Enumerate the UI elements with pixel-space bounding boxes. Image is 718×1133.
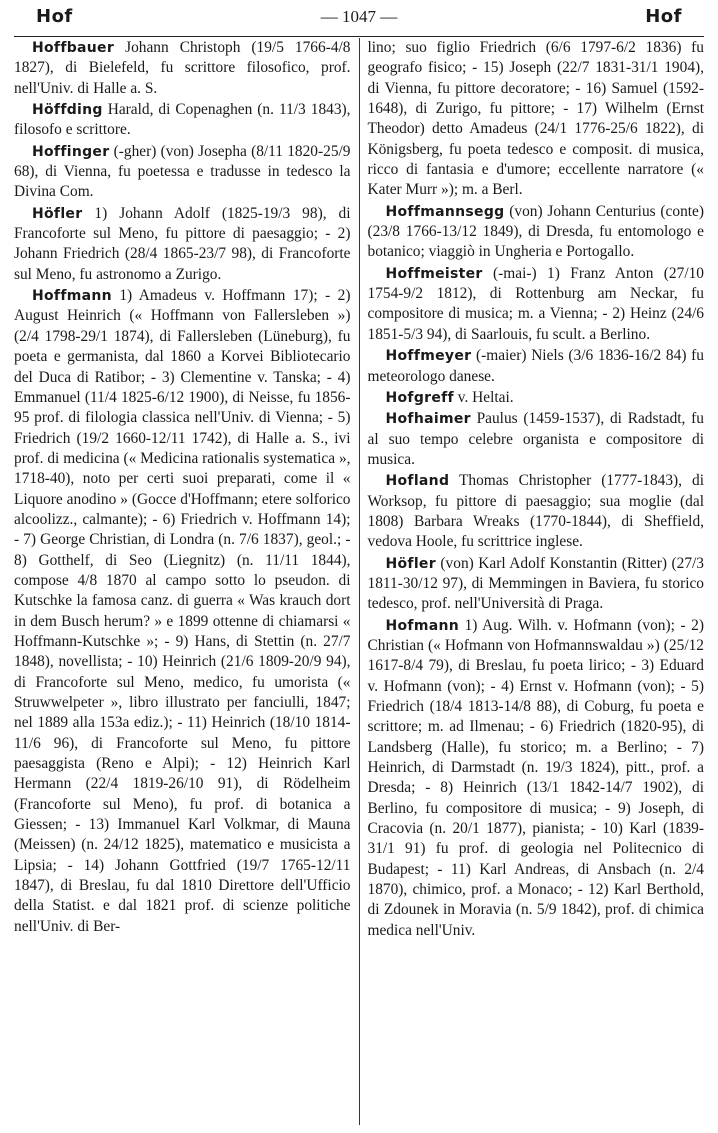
- entry-hofgreff: [368, 388, 705, 408]
- entry-hoffmeyer: [368, 346, 705, 387]
- page-header: [14, 6, 704, 37]
- entry-text: 1) Amadeus v. Hoffmann 17); - 2) August Heinrich (« Hoffmann von Fallersleben ») (2/4 1798-29/1 1874), di Fallersleben (Lüneburg), fu poeta e germanista, dal 1860 a Korvei Bibliotecario del Duca di Ratibor; - 3) Clementine v. Tanska; - 4) Emmanuel (11/4 1825-6/12 1900), di Neisse, fu 1856-95 prof. di filologia classica nell'Univ. di Vienna; - 5) Friedrich (19/2 1660-12/11 1742), di Halle a. S., ivi prof. di medicina (« Medicina rationalis systematica », 1718-40), noto per certi suoi preparati, come il « Liquore anodino » (Gocce d'Hoffmann; etere solforico alcoolizz., calmante); - 6) Friedrich v. Hoffmann 14); - 7) George Christian, di Londra (n. 7/6 1837), geol.; - 8) Gotthelf, di Seo (Liegnitz) (n. 11/11 1844), compose 4/8 1870 al campo sotto lo pseudon. di Kutschke la famosa canz. di guerra « Was krauch dort in dem Busch herum? » e 1899 ottenne di chiamarsi « Hoffmann-Kutschke »; - 9) Hans, di Stettin (n. 27/7 1848), novellista; - 10) Heinrich (21/6 1809-20/9 94), di Francoforte sul Meno, medico, fu umorista (« Struwwelpeter », libro illustrato per fanciulli, 1847; nel 1889 alla 153a ediz.); - 11) Heinrich (18/10 1814-11/6 96), di Francoforte sul Meno, fu pittore paesaggista (Reno e Alpi); - 12) Heinrich Karl Hermann (22/4 1819-26/10 91), di Rödelheim (Francoforte sul Meno), fu prof. di botanica a Giessen; - 13) Immanuel Karl Volkmar, di Mauna (Meissen) (n. 24/12 1825), matematico e musicista a Lipsia; - 14) Johann Gottfried (19/7 1765-12/11 1847), di Breslau, fu dal 1810 Direttore dell'Ufficio della Statist. e dal 1821 prof. di scienze politiche nell'Univ. di Ber-: [14, 287, 351, 935]
- entry-hoffmann-continued: [368, 38, 705, 201]
- entry-text: 1) Johann Adolf (1825-19/3 98), di Francoforte sul Meno, fu pittore di paesaggio; - 2) Johann Friedrich (28/4 1865-23/7 98), di Francoforte sul Meno, fu astronomo a Zurigo.: [14, 204, 351, 283]
- headword: Hofland: [385, 473, 450, 490]
- entry-text: lino; suo figlio Friedrich (6/6 1797-6/2 1836) fu geografo fisico; - 15) Joseph (22/7 1831-31/1 1904), di Vienna, fu pittore decoratore; - 16) Samuel (1592-1648), di Zurigo, fu pittore; - 17) Wilhelm (Ernst Theodor) detto Amadeus (24/1 1776-25/6 1822), di Königsberg, fu poeta tedesco e composit. di musica, ricco di fantasia e d'umore; eccellente narratore (« Kater Murr »); m. a Berl.: [367, 39, 704, 199]
- header-left-word: Hof: [36, 6, 73, 27]
- entry-text: 1) Aug. Wilh. v. Hofmann (von); - 2) Christian (« Hofmann von Hofmannswaldau ») (25/12 1617-8/4 79), di Breslau, fu poeta lirico; - 3) Eduard v. Hofmann (von); - 4) Ernst v. Hofmann (von); - 5) Friedrich (18/4 1813-14/8 88), di Coburg, fu poeta e scrittore; m. ad Ilmenau; - 6) Friedrich (1820-95), di Landsberg (Halle), fu storico; m. a Berlino; - 7) Heinrich, di Darmstadt (n. 19/3 1824), pitt., prof. a Dresda; - 8) Heinrich (13/1 1842-14/7 1902), di Berlino, fu compositore di musica; - 9) Joseph, di Cracovia (n. 20/1 1877), pianista; - 10) Karl (1839-31/1 91) fu prof. di geologia nel Politecnico di Budapest; - 11) Karl Andreas, di Ansbach (n. 2/4 1870), chimico, prof. a Monaco; - 12) Karl Berthold, di Zdounek in Moravia (n. 5/9 1842), prof. di chimica medica nell'Univ.: [367, 616, 704, 939]
- entry-hoffmann: [14, 286, 351, 937]
- entry-hofland: [368, 471, 705, 552]
- entry-hofmann: [368, 616, 705, 942]
- entry-hoefler-karl: [368, 554, 705, 615]
- entry-hoffbauer: [14, 38, 351, 99]
- headword: Höffding: [32, 102, 103, 119]
- entry-text: v. Heltai.: [453, 388, 514, 406]
- text-columns: [14, 38, 704, 1125]
- headword: Höfler: [32, 205, 83, 222]
- entry-hoffmannsegg: [368, 202, 705, 263]
- entry-text: (-gher) (von) Josepha (8/11 1820-25/9 68), di Vienna, fu poetessa e tradusse in tedesco la Divina Com.: [14, 142, 351, 201]
- entry-hoffinger: [14, 142, 351, 203]
- entry-text: Thomas Christopher (1777-1843), di Worksop, fu pittore di paesaggio; sua moglie (dal 1808) Barbara Wreaks (1770-1844), di Sheffield, vedova Hoole, fu scrittrice inglese.: [367, 472, 704, 551]
- headword: Hoffmannsegg: [385, 203, 505, 220]
- headword: Hoffmeyer: [385, 348, 472, 365]
- entry-text: (von) Karl Adolf Konstantin (Ritter) (27/3 1811-30/12 97), di Memmingen in Baviera, fu storico tedesco, prof. nell'Università di Praga.: [367, 554, 704, 613]
- page-number: — 1047 —: [320, 7, 398, 26]
- headword: Hoffbauer: [32, 40, 115, 56]
- entry-text: (-maier) Niels (3/6 1836-16/2 84) fu meteorologo danese.: [367, 347, 704, 385]
- entry-hoffmeister: [368, 264, 705, 345]
- headword: Hoffmann: [32, 288, 112, 305]
- left-column: [14, 38, 359, 1125]
- entry-text: (von) Johann Centurius (conte) (23/8 1766-13/12 1849), di Dresda, fu entomologo e botanico; viaggiò in Ungheria e Portogallo.: [367, 202, 704, 261]
- header-right-word: Hof: [645, 6, 682, 27]
- entry-text: Harald, di Copenaghen (n. 11/3 1843), filosofo e scrittore.: [14, 101, 351, 139]
- headword: Hofgreff: [385, 389, 454, 406]
- entry-text: (-mai-) 1) Franz Anton (27/10 1754-9/2 1812), di Rottenburg am Neckar, fu compositore di musica; m. a Vienna; - 2) Heinz (24/6 1851-5/3 94), di Saarlouis, fu scult. a Berlino.: [367, 264, 704, 343]
- headword: Hofmann: [385, 617, 459, 634]
- entry-hoeffding: [14, 100, 351, 141]
- entry-hoefler: [14, 204, 351, 285]
- entry-text: Johann Christoph (19/5 1766-4/8 1827), di Bielefeld, fu scrittore filosofico, prof. nell'Univ. di Halle a. S.: [14, 39, 351, 97]
- right-column: [359, 38, 705, 1125]
- headword: Hoffinger: [32, 143, 110, 160]
- headword: Höfler: [385, 555, 436, 572]
- headword: Hofhaimer: [385, 411, 471, 428]
- entry-hofhaimer: [368, 409, 705, 470]
- headword: Hoffmeister: [385, 265, 483, 282]
- entry-text: Paulus (1459-1537), di Radstadt, fu al suo tempo celebre organista e compositore di musica.: [367, 410, 704, 468]
